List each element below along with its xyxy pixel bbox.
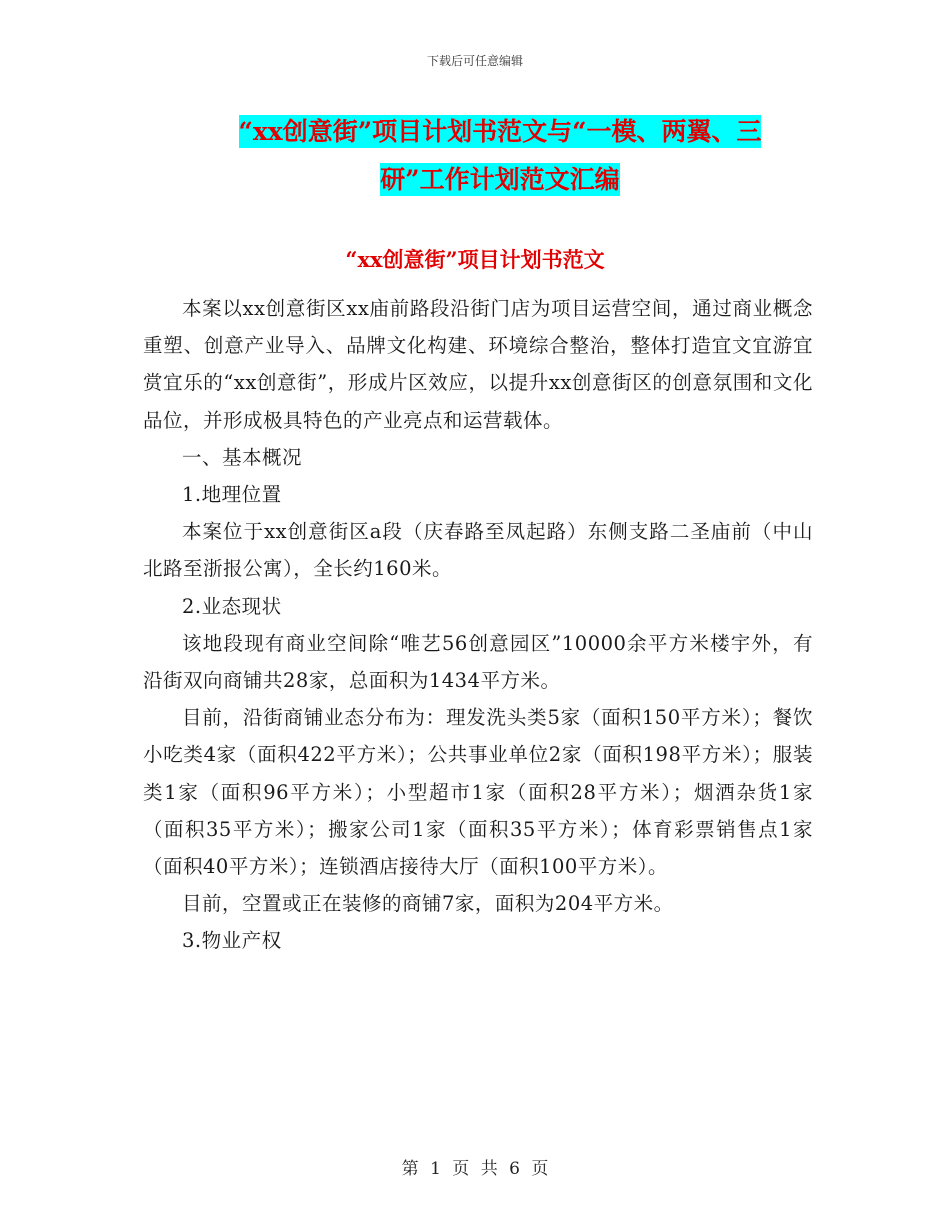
paragraph-business-distribution: 目前，沿街商铺业态分布为：理发洗头类5家（面积150平方米）；餐饮小吃类4家（面积422平方米）；公共事业单位2家（面积198平方米）；服装类1家（面积96平方米）；小型超市1家（面积28平方米）；烟酒杂货1家（面积35平方米）；搬家公司1家（面积35平方米）；体育彩票销售点1家（面积40平方米）；连锁酒店接待大厅（面积100平方米）。	[143, 706, 813, 879]
paragraph-business-space: 该地段现有商业空间除“唯艺56创意园区”10000余平方米楼宇外，有沿街双向商铺共28家，总面积为1434平方米。	[143, 631, 813, 693]
paragraph-location: 本案位于xx创意街区a段（庆春路至凤起路）东侧支路二圣庙前（中山北路至浙报公寓），全长约160米。	[143, 520, 813, 581]
page-number: 第 1 页 共 6 页	[401, 1159, 549, 1179]
section-title: “xx创意街”项目计划书范文	[345, 247, 605, 272]
subheading-location: 1.地理位置	[182, 483, 282, 507]
paragraph-intro: 本案以xx创意街区xx庙前路段沿街门店为项目运营空间，通过商业概念重塑、创意产业导入、品牌文化构建、环境综合整治，整体打造宜文宜游宜赏宜乐的“xx创意街”，形成片区效应，以提升xx创意街区的创意氛围和文化品位，并形成极具特色的产业亮点和运营载体。	[143, 297, 813, 432]
document-title-line1: “xx创意街”项目计划书范文与“一模、两翼、三	[238, 117, 762, 146]
document-title	[140, 108, 860, 204]
heading-basic-overview: 一、基本概况	[182, 445, 303, 469]
paragraph-vacant-shops: 目前，空置或正在装修的商铺7家，面积为204平方米。	[182, 892, 674, 916]
subheading-business-status: 2.业态现状	[182, 594, 282, 618]
page-header-note: 下载后可任意编辑	[426, 54, 523, 68]
document-body	[143, 290, 813, 960]
subheading-property-rights: 3.物业产权	[182, 929, 282, 953]
document-title-line2: 研”工作计划范文汇编	[380, 165, 620, 194]
